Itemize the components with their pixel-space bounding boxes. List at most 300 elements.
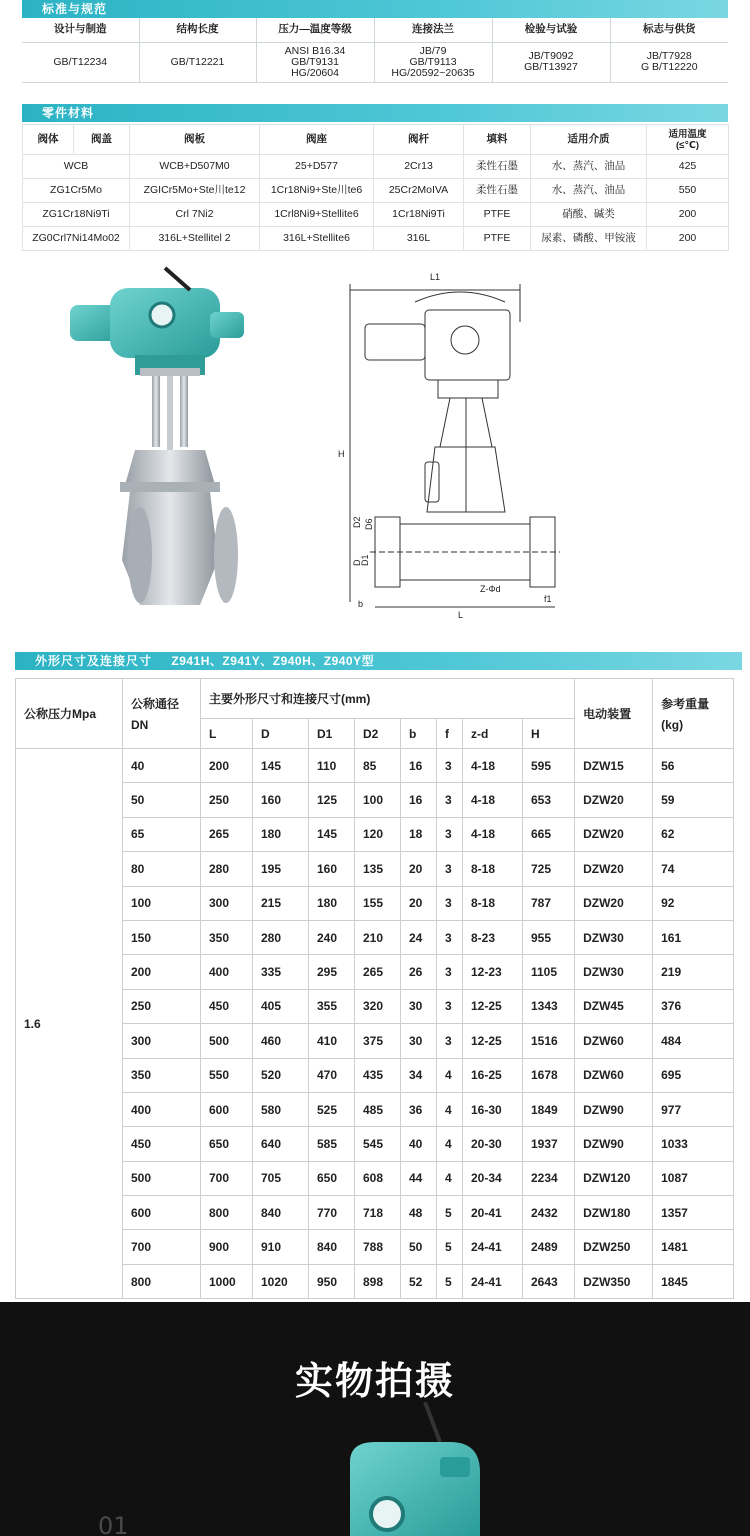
main-dimensions-header: 主要外形尺寸和连接尺寸(mm): [201, 679, 575, 719]
dimension-cell: 30: [401, 1024, 437, 1058]
standard-code: HG/20592~20635: [391, 66, 475, 79]
dimension-cell: 250: [123, 989, 201, 1023]
dimension-cell: 12-25: [463, 989, 523, 1023]
dimension-cell: 2432: [523, 1196, 575, 1230]
dimension-cell: 300: [201, 886, 253, 920]
standards-value-cell: [374, 42, 492, 82]
dimension-cell: 800: [201, 1196, 253, 1230]
col-header: z-d: [463, 719, 523, 749]
indicator-window: [150, 303, 174, 327]
materials-header-cell: 适用介质: [531, 125, 647, 155]
dimension-cell: DZW180: [575, 1196, 653, 1230]
dimension-cell: 195: [253, 852, 309, 886]
dimension-cell: 8-18: [463, 886, 523, 920]
materials-row: [23, 227, 729, 251]
dimension-row: [16, 1024, 734, 1058]
dimension-cell: 20: [401, 886, 437, 920]
drawing-yoke: [440, 398, 450, 447]
dimension-cell: 280: [253, 920, 309, 954]
dimension-cell: 135: [355, 852, 401, 886]
dimension-cell: 59: [653, 783, 734, 817]
drawing-left-flange: [375, 517, 400, 587]
materials-header-cell: 阀板: [130, 125, 260, 155]
dimension-cell: 770: [309, 1196, 355, 1230]
dimension-cell: 595: [523, 749, 575, 783]
dimension-cell: 484: [653, 1024, 734, 1058]
materials-cell: ZGICr5Mo+Ste川te12: [130, 179, 260, 203]
actuator-side: [210, 312, 244, 338]
standards-header-row: [22, 18, 728, 42]
materials-cell: 2Cr13: [374, 155, 464, 179]
dimension-cell: 3: [437, 852, 463, 886]
dimension-cell: 1845: [653, 1264, 734, 1298]
dimension-cell: 4: [437, 1058, 463, 1092]
label-h: H: [338, 449, 345, 459]
dimension-cell: 718: [355, 1196, 401, 1230]
materials-cell: 1Cr18Ni9Ti: [374, 203, 464, 227]
dimension-cell: 4: [437, 1161, 463, 1195]
dimension-row: [16, 1264, 734, 1298]
materials-cell: 316L: [374, 227, 464, 251]
dimension-cell: 375: [355, 1024, 401, 1058]
dimension-cell: 840: [309, 1230, 355, 1264]
materials-cell: 316L+Stellitel 2: [130, 227, 260, 251]
dimension-cell: 585: [309, 1127, 355, 1161]
dimension-cell: 1033: [653, 1127, 734, 1161]
weight-header-line: (kg): [661, 718, 684, 732]
dimension-cell: 4: [437, 1127, 463, 1161]
dimension-row: [16, 886, 734, 920]
dimension-cell: 1105: [523, 955, 575, 989]
dimensions-body: [16, 749, 734, 1299]
dimension-cell: 2234: [523, 1161, 575, 1195]
dimension-cell: 280: [201, 852, 253, 886]
dimensions-header-row: [16, 679, 734, 719]
dimension-cell: DZW350: [575, 1264, 653, 1298]
col-header: D2: [355, 719, 401, 749]
dimension-cell: 335: [253, 955, 309, 989]
dimension-cell: 1849: [523, 1092, 575, 1126]
dimension-row: [16, 955, 734, 989]
dimension-row: [16, 1058, 734, 1092]
col-header: L: [201, 719, 253, 749]
dimension-cell: 30: [401, 989, 437, 1023]
materials-cell: ZG1Cr5Mo: [23, 179, 130, 203]
weight-header: [653, 679, 734, 749]
dimension-cell: 608: [355, 1161, 401, 1195]
materials-cell: 1Cr18Ni9+Ste川te6: [260, 179, 374, 203]
standards-header-cell: 连接法兰: [374, 18, 492, 42]
dimension-cell: 5: [437, 1196, 463, 1230]
label-d: D: [352, 559, 362, 566]
materials-table: [22, 124, 729, 251]
dimension-cell: DZW60: [575, 1058, 653, 1092]
label-d1: D1: [360, 554, 370, 566]
bonnet: [125, 450, 215, 485]
dimension-cell: DZW250: [575, 1230, 653, 1264]
dimension-cell: 580: [253, 1092, 309, 1126]
dimension-cell: 8-18: [463, 852, 523, 886]
dimension-cell: 52: [401, 1264, 437, 1298]
dimension-row: [16, 1230, 734, 1264]
drawing-motor: [365, 324, 425, 360]
standards-header-cell: 检验与试验: [492, 18, 610, 42]
dimension-cell: 350: [201, 920, 253, 954]
dimension-cell: 600: [201, 1092, 253, 1126]
dimension-cell: 653: [523, 783, 575, 817]
col-header: H: [523, 719, 575, 749]
dimension-cell: 1516: [523, 1024, 575, 1058]
dimension-cell: 5: [437, 1264, 463, 1298]
pressure-header: 公称压力Mpa: [16, 679, 123, 749]
dimension-cell: 840: [253, 1196, 309, 1230]
label-zd: Z-Φd: [480, 584, 501, 594]
col-header: b: [401, 719, 437, 749]
dimension-cell: 3: [437, 817, 463, 851]
dimension-cell: 500: [123, 1161, 201, 1195]
materials-header-cell: 阀体: [23, 125, 74, 155]
dimension-cell: 265: [201, 817, 253, 851]
dimension-cell: 1481: [653, 1230, 734, 1264]
standards-title: 标准与规范: [42, 2, 108, 16]
dimension-cell: 215: [253, 886, 309, 920]
dimension-cell: 3: [437, 886, 463, 920]
dimension-cell: 12-23: [463, 955, 523, 989]
materials-cell: ZG1Cr18Ni9Ti: [23, 203, 130, 227]
dimension-cell: 900: [201, 1230, 253, 1264]
dimension-cell: 2643: [523, 1264, 575, 1298]
dimension-row: [16, 1161, 734, 1195]
materials-cell: 25Cr2MoIVA: [374, 179, 464, 203]
materials-row: [23, 155, 729, 179]
materials-header-bar: [22, 104, 728, 122]
standards-value-row: [22, 42, 728, 82]
valve-photo: [40, 260, 280, 620]
dimension-cell: 700: [201, 1161, 253, 1195]
dimension-cell: 20: [401, 852, 437, 886]
dimension-cell: 3: [437, 955, 463, 989]
materials-cell: 200: [647, 227, 729, 251]
dimension-cell: 4-18: [463, 783, 523, 817]
dimension-cell: 3: [437, 1024, 463, 1058]
dimension-row: [16, 783, 734, 817]
dimension-cell: 1000: [201, 1264, 253, 1298]
label-b: b: [358, 599, 364, 609]
stem: [167, 372, 173, 452]
dimension-cell: 92: [653, 886, 734, 920]
dimension-cell: 300: [123, 1024, 201, 1058]
dimension-cell: 80: [123, 852, 201, 886]
dimension-cell: 700: [123, 1230, 201, 1264]
pressure-value: 1.6: [16, 749, 123, 1299]
dimension-cell: DZW20: [575, 817, 653, 851]
dimension-cell: DZW15: [575, 749, 653, 783]
materials-cell: ZG0Crl7Ni14Mo02: [23, 227, 130, 251]
dimension-cell: 100: [123, 886, 201, 920]
actuator-header: 电动装置: [575, 679, 653, 749]
dimension-cell: 200: [123, 955, 201, 989]
dimension-cell: 240: [309, 920, 355, 954]
dimension-cell: 145: [309, 817, 355, 851]
dimension-cell: 4: [437, 1092, 463, 1126]
materials-cell: PTFE: [464, 203, 531, 227]
drawing-yoke: [482, 398, 492, 447]
standard-code: ANSI B16.34: [284, 44, 346, 57]
standards-value-cell: [139, 42, 256, 82]
standards-value-cell: [22, 42, 139, 82]
materials-cell: WCB: [23, 155, 130, 179]
materials-header-cell: 阀座: [260, 125, 374, 155]
dimension-row: [16, 1196, 734, 1230]
dimension-cell: 525: [309, 1092, 355, 1126]
dimension-cell: 950: [309, 1264, 355, 1298]
dimension-cell: 460: [253, 1024, 309, 1058]
dimension-row: [16, 817, 734, 851]
dimension-cell: 1937: [523, 1127, 575, 1161]
dimension-cell: 355: [309, 989, 355, 1023]
dimension-cell: 16-25: [463, 1058, 523, 1092]
dimension-cell: 65: [123, 817, 201, 851]
dimension-cell: 910: [253, 1230, 309, 1264]
materials-cell: 425: [647, 155, 729, 179]
dimension-cell: 50: [401, 1230, 437, 1264]
dimension-cell: 898: [355, 1264, 401, 1298]
materials-cell: 硝酸、碱类: [531, 203, 647, 227]
standard-code: GB/T9131: [291, 55, 339, 68]
dimension-row: [16, 1127, 734, 1161]
dimensions-table: [15, 678, 734, 1299]
dimension-cell: 640: [253, 1127, 309, 1161]
dimension-cell: 695: [653, 1058, 734, 1092]
dimension-cell: 1357: [653, 1196, 734, 1230]
standard-code: GB/T12234: [53, 55, 108, 68]
dimension-cell: 435: [355, 1058, 401, 1092]
dimension-row: [16, 749, 734, 783]
dimension-cell: DZW120: [575, 1161, 653, 1195]
dimension-cell: 24: [401, 920, 437, 954]
weight-header-line: 参考重量: [661, 697, 710, 711]
dimension-cell: 650: [201, 1127, 253, 1161]
dimension-row: [16, 852, 734, 886]
dimension-cell: 74: [653, 852, 734, 886]
photo-number: 01: [98, 1512, 129, 1536]
dimension-cell: 250: [201, 783, 253, 817]
dimension-cell: 50: [123, 783, 201, 817]
materials-title: 零件材料: [42, 106, 95, 120]
standards-value-cell: [492, 42, 610, 82]
dimension-cell: 3: [437, 920, 463, 954]
dimension-cell: 376: [653, 989, 734, 1023]
dimension-cell: 787: [523, 886, 575, 920]
temperature-unit: (≤℃): [675, 139, 700, 151]
dimension-cell: 20-34: [463, 1161, 523, 1195]
right-flange: [214, 507, 238, 603]
dimension-cell: 4-18: [463, 749, 523, 783]
standards-value-cell: [610, 42, 728, 82]
dimension-cell: DZW20: [575, 886, 653, 920]
dimension-cell: DZW20: [575, 852, 653, 886]
dimension-cell: 150: [123, 920, 201, 954]
materials-cell: 水、蒸汽、油品: [531, 155, 647, 179]
materials-header-row: [23, 125, 729, 155]
dimension-cell: 24-41: [463, 1230, 523, 1264]
dimension-cell: 16: [401, 749, 437, 783]
materials-cell: 25+D577: [260, 155, 374, 179]
dimension-cell: 16: [401, 783, 437, 817]
closeup-cover: [440, 1457, 470, 1477]
temperature-label: 适用温度: [668, 128, 707, 140]
dimension-cell: 405: [253, 989, 309, 1023]
drawing-actuator: [425, 310, 510, 380]
standards-header-bar: [22, 0, 728, 18]
handwheel-lever: [165, 268, 190, 290]
standards-header-cell: 设计与制造: [22, 18, 139, 42]
dimension-cell: 62: [653, 817, 734, 851]
dimension-cell: 350: [123, 1058, 201, 1092]
dimension-cell: 200: [201, 749, 253, 783]
dimension-cell: 160: [309, 852, 355, 886]
dimension-cell: 85: [355, 749, 401, 783]
dimension-cell: 800: [123, 1264, 201, 1298]
dimension-cell: 125: [309, 783, 355, 817]
standard-code: JB/79: [419, 44, 447, 57]
left-flange: [128, 507, 152, 603]
col-header: D: [253, 719, 309, 749]
dimension-cell: 24-41: [463, 1264, 523, 1298]
materials-cell: WCB+D507M0: [130, 155, 260, 179]
dimension-cell: 955: [523, 920, 575, 954]
dimension-cell: 44: [401, 1161, 437, 1195]
dimension-cell: 36: [401, 1092, 437, 1126]
col-header: f: [437, 719, 463, 749]
valve-technical-drawing: [330, 262, 570, 622]
dimension-cell: 977: [653, 1092, 734, 1126]
yoke-left: [152, 372, 160, 447]
standards-header-cell: 标志与供货: [610, 18, 728, 42]
dimension-cell: 120: [355, 817, 401, 851]
materials-row: [23, 203, 729, 227]
dimension-cell: 520: [253, 1058, 309, 1092]
drawing-indicator: [451, 326, 479, 354]
dimension-cell: 400: [123, 1092, 201, 1126]
standard-code: GB/T9113: [409, 55, 457, 68]
dimension-cell: 545: [355, 1127, 401, 1161]
dimension-cell: DZW20: [575, 783, 653, 817]
label-l: L: [458, 610, 464, 620]
dimension-cell: 219: [653, 955, 734, 989]
materials-cell: 200: [647, 203, 729, 227]
dimension-cell: 450: [123, 1127, 201, 1161]
dimension-cell: 110: [309, 749, 355, 783]
materials-cell: 柔性石墨: [464, 179, 531, 203]
dimension-cell: 320: [355, 989, 401, 1023]
dimension-cell: 145: [253, 749, 309, 783]
closeup-indicator: [371, 1498, 403, 1530]
materials-header-cell: 填料: [464, 125, 531, 155]
dimension-cell: 470: [309, 1058, 355, 1092]
materials-header-cell: [647, 125, 729, 155]
standard-code: GB/T13927: [524, 61, 578, 73]
dimension-cell: 265: [355, 955, 401, 989]
materials-cell: PTFE: [464, 227, 531, 251]
dimension-cell: 26: [401, 955, 437, 989]
dimensions-header-bar: [15, 652, 742, 670]
dimension-cell: 705: [253, 1161, 309, 1195]
standard-code: JB/T7928: [646, 50, 692, 62]
dimension-cell: 3: [437, 749, 463, 783]
photo-section: [0, 1302, 750, 1536]
dimension-cell: 550: [201, 1058, 253, 1092]
standards-value-cell: [256, 42, 374, 82]
dimension-cell: 40: [123, 749, 201, 783]
dimension-cell: 155: [355, 886, 401, 920]
label-l1: L1: [430, 272, 441, 282]
standard-code: GB/T12221: [170, 55, 225, 68]
dimension-cell: 400: [201, 955, 253, 989]
dimension-cell: 665: [523, 817, 575, 851]
standards-table: [22, 18, 728, 83]
dimension-cell: 8-23: [463, 920, 523, 954]
materials-cell: Crl 7Ni2: [130, 203, 260, 227]
dimension-cell: DZW60: [575, 1024, 653, 1058]
dimension-cell: 210: [355, 920, 401, 954]
dimension-row: [16, 920, 734, 954]
materials-cell: 柔性石墨: [464, 155, 531, 179]
dimension-cell: DZW90: [575, 1127, 653, 1161]
materials-cell: 316L+Stellite6: [260, 227, 374, 251]
bonnet-flange: [120, 482, 220, 492]
standards-header-cell: 压力—温度等级: [256, 18, 374, 42]
dimension-cell: 725: [523, 852, 575, 886]
dimension-row: [16, 1092, 734, 1126]
dimension-cell: 450: [201, 989, 253, 1023]
label-d6: D6: [364, 518, 374, 530]
standard-code: HG/20604: [291, 66, 339, 79]
label-f1: f1: [544, 594, 552, 604]
yoke-top: [140, 368, 200, 376]
dimension-cell: DZW90: [575, 1092, 653, 1126]
materials-cell: 1Crl8Ni9+Stellite6: [260, 203, 374, 227]
photo-section-title: 实物拍摄: [294, 1361, 455, 1403]
dimension-cell: 20-30: [463, 1127, 523, 1161]
standard-code: G B/T12220: [640, 61, 698, 73]
dimensions-models: Z941H、Z941Y、Z940H、Z940Y型: [171, 654, 375, 668]
dimension-cell: 100: [355, 783, 401, 817]
dn-header-line: 公称通径: [131, 697, 180, 711]
dimension-cell: 4-18: [463, 817, 523, 851]
dimension-cell: 295: [309, 955, 355, 989]
dimension-cell: 16-30: [463, 1092, 523, 1126]
dimension-cell: DZW45: [575, 989, 653, 1023]
dimension-cell: 1343: [523, 989, 575, 1023]
col-header: D1: [309, 719, 355, 749]
dimension-cell: DZW30: [575, 955, 653, 989]
dimensions-title: 外形尺寸及连接尺寸: [35, 654, 153, 668]
dimension-cell: 3: [437, 989, 463, 1023]
closeup-actuator: [350, 1442, 480, 1536]
materials-header-cell: 阀盖: [74, 125, 130, 155]
dimension-cell: 56: [653, 749, 734, 783]
handwheel-arc: [415, 292, 505, 302]
dimension-cell: 1678: [523, 1058, 575, 1092]
dimension-cell: 650: [309, 1161, 355, 1195]
standards-header-cell: 结构长度: [139, 18, 256, 42]
label-d2: D2: [352, 516, 362, 528]
dimension-cell: 485: [355, 1092, 401, 1126]
materials-cell: 水、蒸汽、油品: [531, 179, 647, 203]
materials-row: [23, 179, 729, 203]
dimension-cell: 40: [401, 1127, 437, 1161]
